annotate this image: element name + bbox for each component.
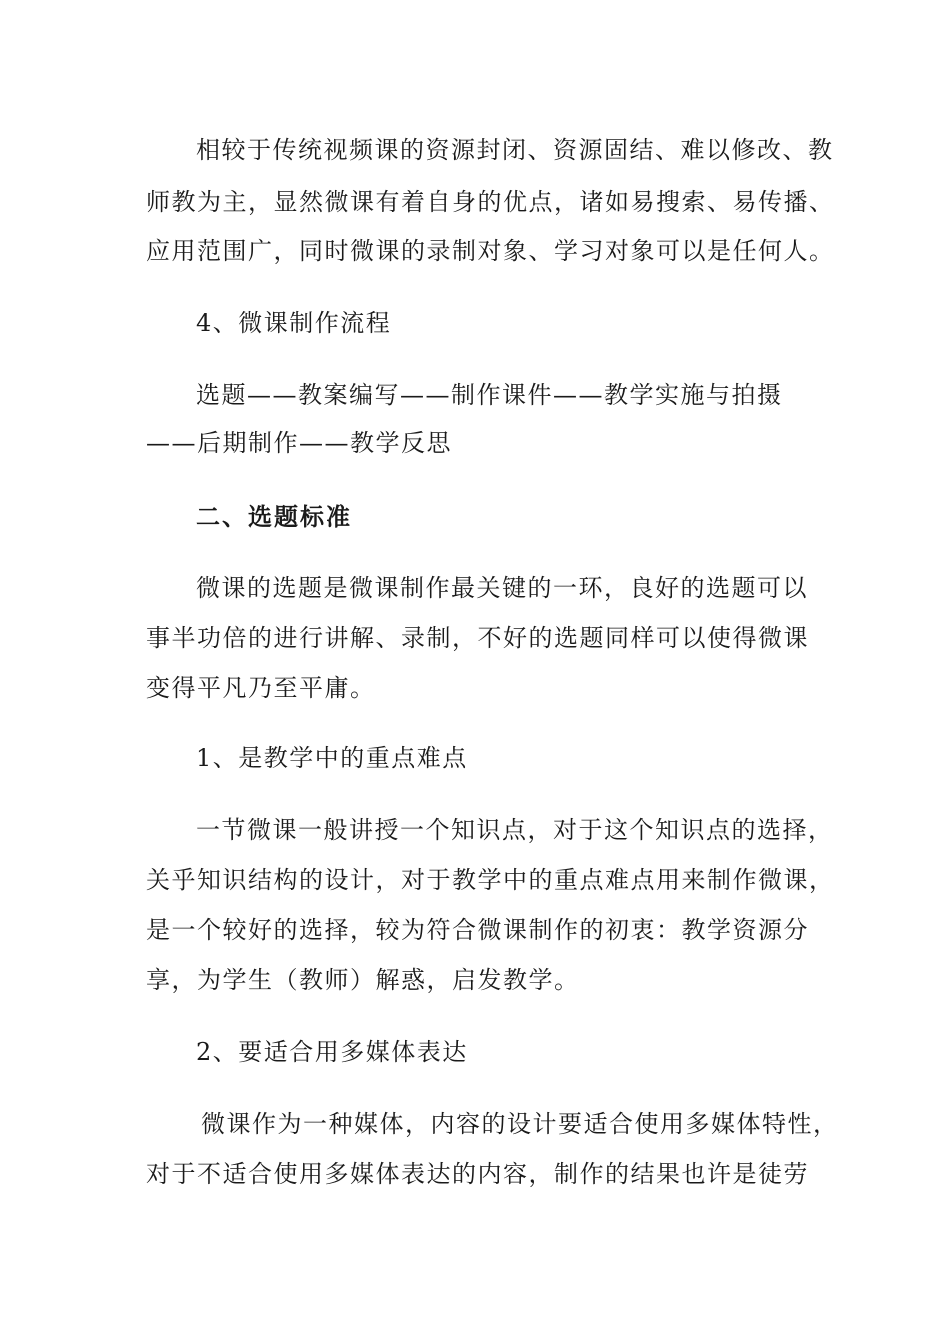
paragraph-line: 关乎知识结构的设计，对于教学中的重点难点用来制作微课， bbox=[146, 866, 835, 894]
paragraph-line: 选题——教案编写——制作课件——教学实施与拍摄 bbox=[196, 381, 783, 409]
subheading-process: 4、微课制作流程 bbox=[196, 309, 392, 337]
paragraph-line: 师教为主，显然微课有着自身的优点，诸如易搜索、易传播、 bbox=[146, 188, 835, 216]
paragraph-line: 对于不适合使用多媒体表达的内容，制作的结果也许是徒劳 bbox=[146, 1160, 809, 1188]
paragraph-line: 是一个较好的选择，较为符合微课制作的初衷：教学资源分 bbox=[146, 916, 809, 944]
paragraph-line: 相较于传统视频课的资源封闭、资源固结、难以修改、教 bbox=[196, 136, 834, 164]
paragraph-line: ——后期制作——教学反思 bbox=[146, 429, 452, 457]
section-title: 二、选题标准 bbox=[196, 503, 352, 531]
paragraph-line: 一节微课一般讲授一个知识点，对于这个知识点的选择， bbox=[196, 816, 834, 844]
paragraph-line: 事半功倍的进行讲解、录制，不好的选题同样可以使得微课 bbox=[146, 624, 809, 652]
subheading-multimedia: 2、要适合用多媒体表达 bbox=[196, 1038, 468, 1066]
subheading-key-points: 1、是教学中的重点难点 bbox=[196, 744, 468, 772]
paragraph-line: 享，为学生（教师）解惑，启发教学。 bbox=[146, 966, 580, 994]
paragraph-line: 微课作为一种媒体，内容的设计要适合使用多媒体特性， bbox=[201, 1110, 839, 1138]
paragraph-line: 微课的选题是微课制作最关键的一环，良好的选题可以 bbox=[196, 574, 808, 602]
paragraph-line: 应用范围广，同时微课的录制对象、学习对象可以是任何人。 bbox=[146, 237, 835, 265]
paragraph-line: 变得平凡乃至平庸。 bbox=[146, 674, 376, 702]
